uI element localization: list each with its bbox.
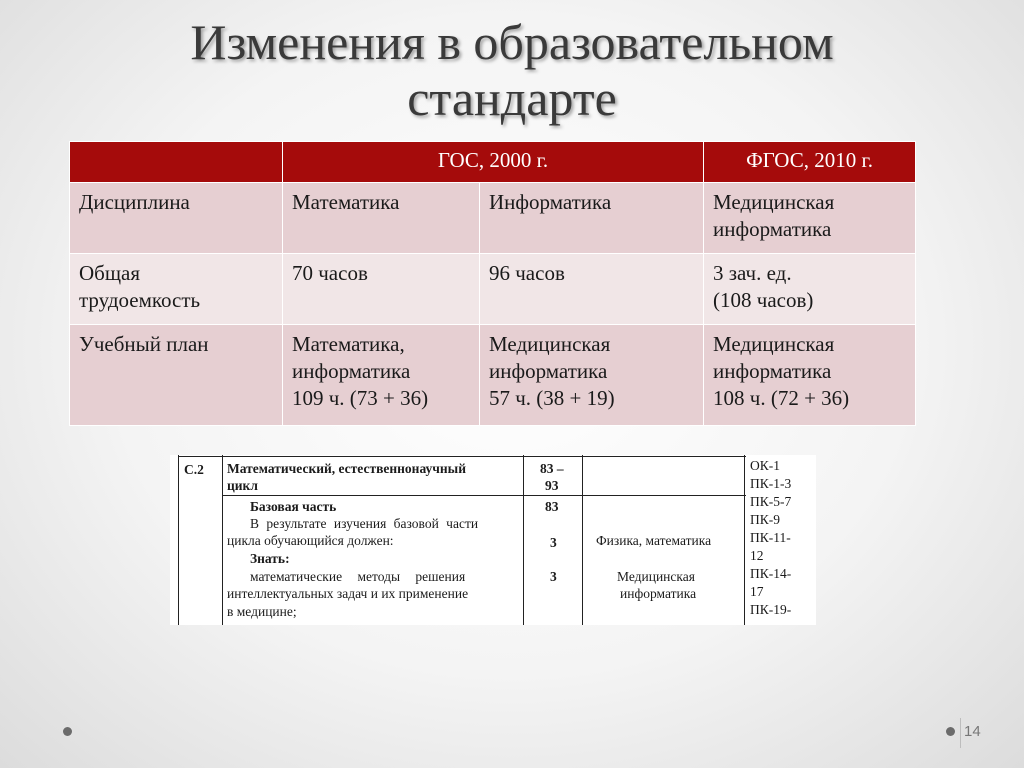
standard-excerpt-scan xyxy=(170,455,816,625)
scan-know: Знать: xyxy=(250,551,290,566)
cell-line: информатика xyxy=(713,359,832,383)
scan-line xyxy=(178,455,179,625)
table-row xyxy=(70,325,916,426)
scan-competency: ПК-5-7 xyxy=(750,494,792,509)
cell-line: информатика xyxy=(489,359,608,383)
table-header-row xyxy=(70,142,916,183)
cell-line: 109 ч. (73 + 36) xyxy=(292,386,429,410)
cell-gos-inf xyxy=(480,254,704,325)
header-empty-cell xyxy=(70,142,283,183)
scan-line xyxy=(178,456,746,457)
right-bullet-dot xyxy=(946,727,955,736)
cell-line: информатика xyxy=(713,217,832,241)
header-gos: ГОС, 2000 г. xyxy=(283,142,704,183)
comparison-table xyxy=(69,141,916,426)
cell-gos-math xyxy=(283,183,480,254)
table-row xyxy=(70,254,916,325)
scan-text-5: в медицине; xyxy=(227,604,297,619)
cell-gos-math xyxy=(283,325,480,426)
cell-line: трудоемкость xyxy=(79,288,201,312)
left-bullet-dot xyxy=(63,727,72,736)
footer-divider xyxy=(960,718,961,748)
scan-line xyxy=(222,455,223,625)
scan-base-hours: 83 xyxy=(545,499,559,514)
scan-competency: ПК-14- xyxy=(750,566,792,581)
scan-text-2: цикла обучающийся должен: xyxy=(227,533,394,548)
cell-gos-inf xyxy=(480,183,704,254)
slide-number: 14 xyxy=(964,723,981,740)
scan-text-1: В результате изучения базовой части xyxy=(250,516,479,531)
cell-line: 57 ч. (38 + 19) xyxy=(489,386,615,410)
scan-competency: ПК-11- xyxy=(750,530,791,545)
scan-line xyxy=(744,455,745,625)
cell-line: Математика xyxy=(292,190,400,214)
cell-line: 96 часов xyxy=(489,261,565,285)
scan-line xyxy=(523,455,524,625)
cell-fgos xyxy=(704,183,916,254)
scan-cycle-hours-1: 83 – xyxy=(540,461,564,476)
scan-disc-1: Физика, математика xyxy=(596,533,712,548)
cell-line: 3 зач. ед. xyxy=(713,261,792,285)
title-line-1: Изменения в образовательном xyxy=(190,14,834,70)
cell-line: Общая xyxy=(79,261,141,285)
cell-gos-inf xyxy=(480,325,704,426)
cell-line: Математика, xyxy=(292,332,405,356)
scan-competency: 12 xyxy=(750,548,764,563)
scan-line xyxy=(582,455,583,625)
scan-competency: ПК-19- xyxy=(750,602,792,617)
scan-text-4: интеллектуальных задач и их применение xyxy=(227,586,469,601)
title-line-2: стандарте xyxy=(407,70,617,126)
scan-base-part: Базовая часть xyxy=(250,499,337,514)
cell-line: информатика xyxy=(292,359,411,383)
cell-line: 108 ч. (72 + 36) xyxy=(713,386,850,410)
scan-disc-2a: Медицинская xyxy=(617,569,695,584)
scan-competency: ОК-1 xyxy=(750,458,780,473)
scan-cycle-line2: цикл xyxy=(227,478,258,493)
cell-line: (108 часов) xyxy=(713,288,814,312)
scan-cycle-line1: Математический, естественнонаучный xyxy=(227,461,466,476)
slide-title xyxy=(0,14,1024,126)
scan-code: С.2 xyxy=(184,462,204,477)
scan-text-3: математические методы решения xyxy=(250,569,466,584)
cell-line: 70 часов xyxy=(292,261,368,285)
scan-line xyxy=(222,495,746,496)
scan-competency: ПК-9 xyxy=(750,512,780,527)
cell-line: Медицинская xyxy=(489,332,611,356)
scan-competency: 17 xyxy=(750,584,764,599)
row-label-workload xyxy=(70,254,283,325)
cell-line: Медицинская xyxy=(713,190,835,214)
cell-fgos xyxy=(704,254,916,325)
cell-gos-math xyxy=(283,254,480,325)
scan-cycle-hours-2: 93 xyxy=(545,478,559,493)
scan-competency: ПК-1-3 xyxy=(750,476,792,491)
table-row xyxy=(70,183,916,254)
cell-line: Медицинская xyxy=(713,332,835,356)
header-fgos: ФГОС, 2010 г. xyxy=(704,142,916,183)
scan-disc-2b: информатика xyxy=(620,586,697,601)
row-label-curriculum: Учебный план xyxy=(70,325,283,426)
cell-line: Информатика xyxy=(489,190,612,214)
row-label-discipline: Дисциплина xyxy=(70,183,283,254)
scan-num-3b: 3 xyxy=(550,569,557,584)
scan-num-3a: 3 xyxy=(550,535,557,550)
cell-fgos xyxy=(704,325,916,426)
